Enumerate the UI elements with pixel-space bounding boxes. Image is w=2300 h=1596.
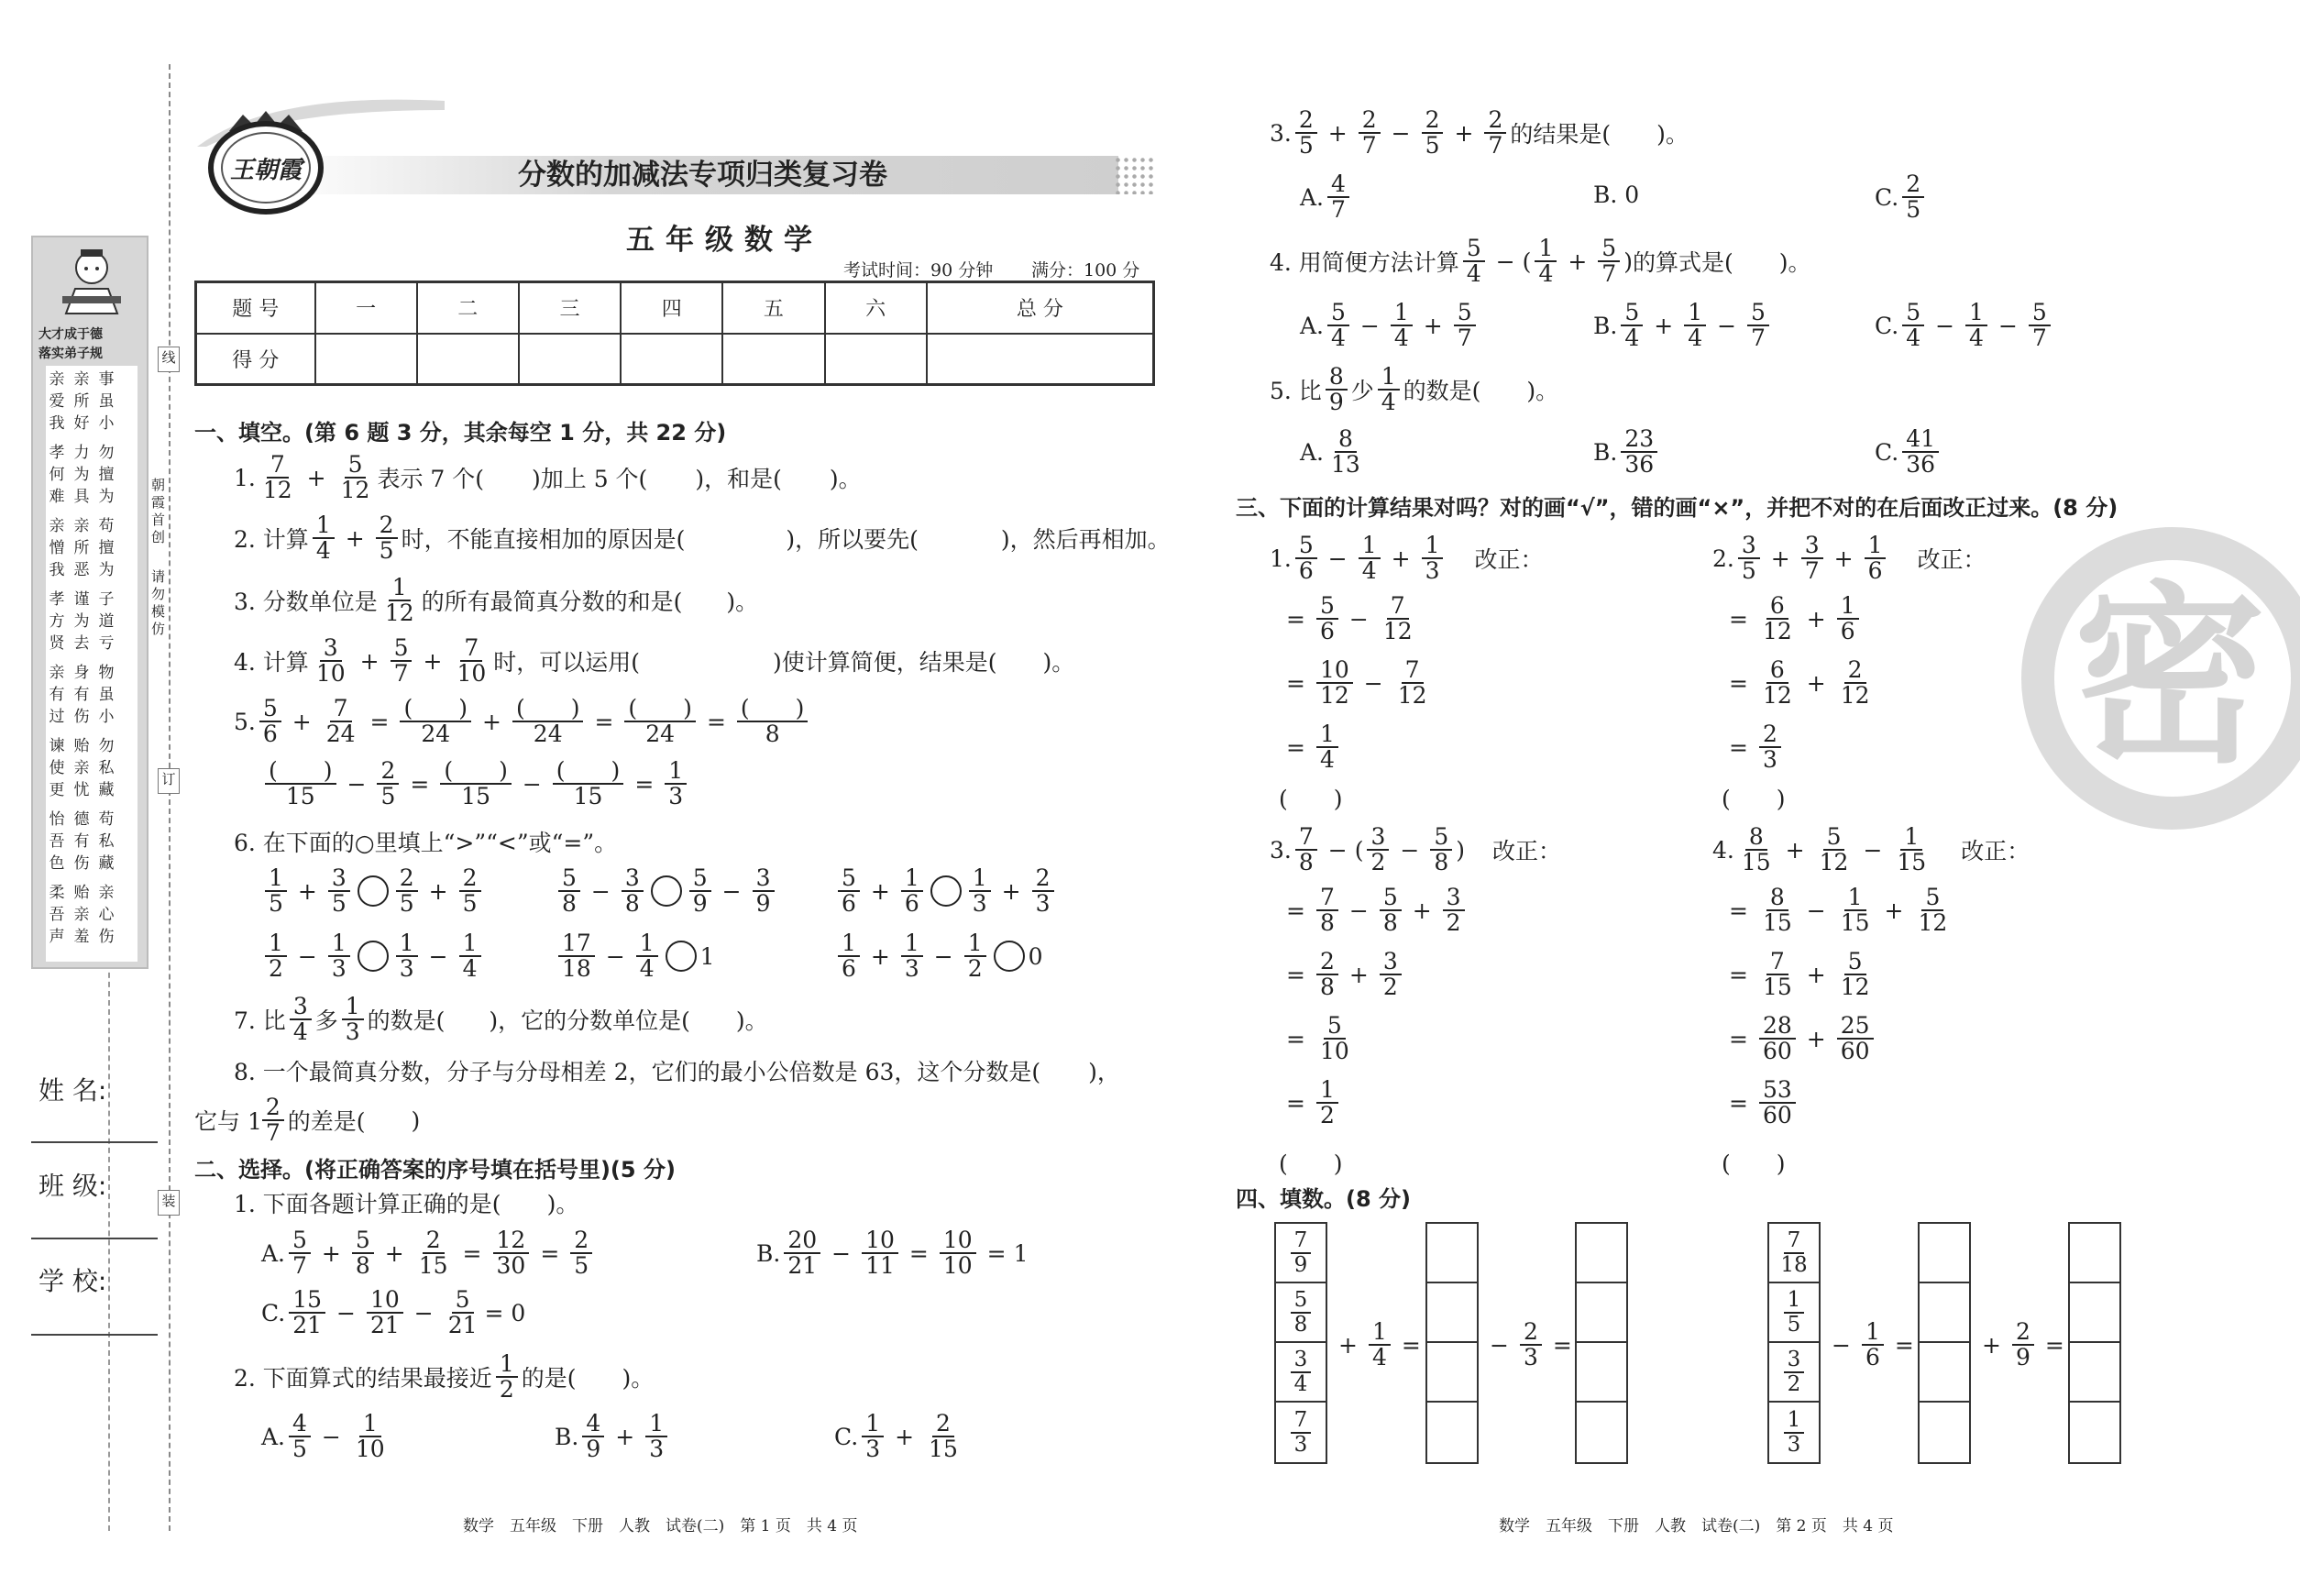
score-cell[interactable] <box>722 334 824 385</box>
calc-3-step: = $\frac{1}{2}$ <box>1279 1078 1342 1128</box>
copyright-col1: 朝霞首创 <box>151 477 166 545</box>
compare-circle[interactable] <box>358 941 389 972</box>
fix-label: 改正： <box>1917 546 1986 574</box>
answer-cell[interactable] <box>2070 1283 2119 1343</box>
q-text: 多 <box>314 1007 338 1035</box>
dizigui-column: 苟擅为 <box>98 517 115 579</box>
s2-q1 <box>234 1186 578 1219</box>
s2-q2-optA: A. $\frac{4}{5}$ − $\frac{1}{10}$ <box>261 1410 385 1463</box>
q-text: )。 <box>546 1191 579 1217</box>
full-score: 满分：100 分 <box>1031 260 1140 281</box>
answer-cell[interactable] <box>2070 1403 2119 1462</box>
school-line <box>31 1334 158 1336</box>
option-label: B. 0 <box>1593 182 1640 208</box>
answer-cell[interactable] <box>1920 1403 1969 1462</box>
section-1-title: 一、填空。(第 6 题 3 分，其余每空 1 分，共 22 分) <box>194 420 727 446</box>
dizigui-column: 勿私藏 <box>98 737 115 799</box>
answer-cell[interactable] <box>1920 1343 1969 1403</box>
s2-q4-optA: A. $\frac{5}{4}$ − $\frac{1}{4}$ + $\frac{5}{7}$ <box>1300 301 1480 351</box>
s1-q7: 7. 比 $\frac{3}{4}$ 多 $\frac{1}{3}$ 的数是( )，它的分数单位是( )。 <box>234 993 768 1046</box>
dizigui-column: 亲有过 <box>49 664 65 726</box>
s2-q5: 5. 比 $\frac{8}{9}$ 少 $\frac{1}{4}$ 的数是( )。 <box>1270 363 1559 416</box>
value-one: 1 <box>1013 1239 1029 1267</box>
page-title: 分数的加减法专项归类复习卷 <box>518 159 887 192</box>
q-text: 7. 比 <box>234 1007 286 1035</box>
compare-circle[interactable] <box>994 941 1025 972</box>
option-label: C. <box>1875 312 1899 339</box>
s2-q1-optA: A. $\frac{5}{7}$ + $\frac{5}{8}$ + $\frac{2}{15}$ = $\frac{12}{30}$ = $\frac{2}{5}$ <box>261 1228 596 1279</box>
q-text: )。 <box>735 1007 768 1035</box>
q-text: )。 <box>829 466 862 493</box>
given-fraction-cell: $\frac{1}{5}$ <box>1769 1283 1819 1343</box>
s1-q8-line2: 它与 1 $\frac{2}{7}$ 的差是( ) <box>194 1094 421 1147</box>
q-text: )使计算简便，结果是( <box>773 649 997 677</box>
dizigui-column: 孝何难 <box>49 444 65 506</box>
s2-q3: 3. $\frac{2}{5}$ + $\frac{2}{7}$ − $\frac{2}{5}$ + $\frac{2}{7}$ 的结果是( )。 <box>1270 106 1689 160</box>
calc-2-step: = $\frac{2}{3}$ <box>1722 722 1785 773</box>
s1-q4: 4. 计算 $\frac{3}{10}$ + $\frac{5}{7}$ + $\frac{7}{10}$ 时，可以运用( )使计算简便，结果是( )。 <box>234 634 1075 688</box>
q-text: 的数是( <box>1403 378 1481 405</box>
s2-q4-optB: B. $\frac{5}{4}$ + $\frac{1}{4}$ − $\frac{5}{7}$ <box>1593 301 1773 351</box>
q-number: 1. <box>234 464 256 491</box>
calc-4-step: = $\frac{8}{15}$ − $\frac{1}{15}$ + $\frac{5}{12}$ <box>1729 884 1948 937</box>
q-text: 表示 7 个( <box>377 466 484 493</box>
binding-dash-line <box>169 64 171 1531</box>
s1-q5-line1: 5. $\frac{5}{6}$ + $\frac{7}{24}$ = $\frac{( )}{24}$ + $\frac{( )}{24}$ = $\frac{( )}{24}$ = $\frac{( )}{8}$ <box>234 697 811 747</box>
q-text: 的结果是( <box>1510 121 1612 149</box>
calc-4-step: = $\frac{7}{15}$ + $\frac{5}{12}$ <box>1729 948 1870 1001</box>
s2-q1-optC: C. $\frac{15}{21}$ − $\frac{10}{21}$ − $\frac{5}{21}$ = 0 <box>261 1286 526 1339</box>
q-number: 1. <box>1270 545 1292 572</box>
s1-q6-row2b: $\frac{17}{18}$ − $\frac{1}{4}$ 1 <box>555 931 715 982</box>
option-label: A. <box>1300 312 1325 339</box>
calc-4-head: 4. $\frac{8}{15}$ + $\frac{5}{12}$ − $\frac{1}{15}$ 改正： <box>1712 823 2030 876</box>
class-label: 班 级: <box>39 1171 107 1201</box>
footer-right: 数学 五年级 下册 人教 试卷(二) 第 2 页 共 4 页 <box>1499 1517 1894 1535</box>
number-column-box <box>1274 1222 1327 1464</box>
dizigui-column: 孝方贤 <box>49 590 65 653</box>
option-label: B. <box>555 1423 579 1450</box>
answer-cell[interactable] <box>1427 1224 1477 1283</box>
q-text: )，所以要先( <box>786 526 919 554</box>
judge-paren[interactable]: ( ) <box>1722 786 1786 812</box>
fix-label: 改正： <box>1492 838 1562 865</box>
s1-q5-line2: $\frac{( )}{15}$ − $\frac{2}{5}$ = $\frac{( )}{15}$ − $\frac{( )}{15}$ = $\frac{1}{3}$ <box>261 759 690 809</box>
dizigui-column: 谨为去 <box>73 590 90 653</box>
s2-q2-optB: B. $\frac{4}{9}$ + $\frac{1}{3}$ <box>555 1412 671 1462</box>
q-text: 1. 下面各题计算正确的是( <box>234 1191 501 1217</box>
scholar-figure <box>57 245 127 318</box>
q-text: )。 <box>1042 649 1075 677</box>
q-text: 时，不能直接相加的原因是( <box>401 526 686 554</box>
calc-3-step: = $\frac{2}{8}$ + $\frac{3}{2}$ <box>1279 950 1405 1000</box>
motto-1: 大才成于德 <box>39 327 103 342</box>
q-text: )加上 5 个( <box>532 466 648 493</box>
watermark-char: 密 <box>2074 563 2267 789</box>
q-text: 2. 计算 <box>234 526 309 554</box>
q-text: 它与 1 <box>194 1108 262 1136</box>
q-text: )，然后再相加。 <box>1000 526 1171 554</box>
dizigui-column: 亲爱我 <box>49 370 65 433</box>
calc-3-step: = $\frac{5}{10}$ <box>1286 1012 1349 1065</box>
calc-3-head: 3. $\frac{7}{8}$ − ( $\frac{3}{2}$ − $\frac{5}{8}$ ) 改正： <box>1270 823 1562 876</box>
q-text: )， <box>1088 1059 1120 1085</box>
s2-q1-optB: B. $\frac{20}{21}$ − $\frac{10}{11}$ = $\frac{10}{10}$ = 1 <box>756 1227 1029 1280</box>
number-column-box[interactable] <box>1918 1222 1971 1464</box>
s1-q6-row1c: $\frac{5}{6}$ + $\frac{1}{6}$ $\frac{1}{3}$ + $\frac{2}{3}$ <box>834 866 1058 917</box>
dizigui-column: 怡吾色 <box>49 810 65 873</box>
s2-q2: 2. 下面算式的结果最接近 $\frac{1}{2}$ 的是( )。 <box>234 1350 655 1403</box>
q-text: )。 <box>622 1365 655 1392</box>
compare-circle[interactable] <box>651 875 682 907</box>
compare-circle[interactable] <box>930 875 962 907</box>
q-text: 3. 分数单位是 <box>234 589 378 616</box>
name-label: 姓 名: <box>39 1075 107 1106</box>
answer-cell[interactable] <box>1577 1283 1626 1343</box>
judge-paren[interactable]: ( ) <box>1722 1150 1786 1177</box>
answer-cell[interactable] <box>2070 1343 2119 1403</box>
op-plus-2-9: + $\frac{2}{9}$ = <box>1982 1318 2064 1371</box>
score-cell[interactable] <box>927 334 1154 385</box>
cut-label-1: 线 <box>158 347 180 372</box>
q-number: 3. <box>1270 836 1292 864</box>
answer-cell[interactable] <box>1577 1224 1626 1283</box>
given-fraction-cell: $\frac{3}{4}$ <box>1276 1343 1326 1403</box>
calc-4-step: = $\frac{53}{60}$ <box>1722 1078 1799 1128</box>
exam-time: 考试时间：90 分钟 <box>843 260 994 281</box>
dizigui-column: 子道亏 <box>98 590 115 653</box>
number-column-box[interactable] <box>2068 1222 2121 1464</box>
s1-q6-row1a: $\frac{1}{5}$ + $\frac{3}{5}$ $\frac{2}{5}$ + $\frac{2}{5}$ <box>261 866 485 917</box>
given-fraction-cell: $\frac{7}{18}$ <box>1769 1224 1819 1283</box>
q-text: 的算式是( <box>1632 249 1733 277</box>
score-header-cell: 总 分 <box>927 282 1154 334</box>
option-label: C. <box>1875 438 1899 466</box>
judge-paren[interactable]: ( ) <box>1279 1150 1343 1177</box>
s2-q3-optB <box>1593 182 1639 208</box>
q-text: )。 <box>1656 121 1689 149</box>
score-header-cell: 二 <box>417 282 519 334</box>
q-text: )，和是( <box>695 466 782 493</box>
q-text: )。 <box>726 589 759 616</box>
footer-left: 数学 五年级 下册 人教 试卷(二) 第 1 页 共 4 页 <box>463 1517 858 1535</box>
option-label: A. <box>261 1423 286 1450</box>
option-label: C. <box>1875 183 1899 211</box>
s1-q6-row2a: $\frac{1}{2}$ − $\frac{1}{3}$ $\frac{1}{3}$ − $\frac{1}{4}$ <box>261 931 485 982</box>
q-text: )，它的分数单位是( <box>489 1007 690 1035</box>
q-text: 的所有最简真分数的和是( <box>421 589 683 616</box>
calc-1-step: = $\frac{5}{6}$ − $\frac{7}{12}$ <box>1286 592 1413 645</box>
section-4-title: 四、填数。(8 分) <box>1236 1186 1411 1212</box>
dizigui-column: 苟私藏 <box>98 810 115 873</box>
dizigui-column: 亲心伤 <box>98 884 115 946</box>
dizigui-column: 亲所恶 <box>73 517 90 579</box>
score-header-cell: 三 <box>519 282 621 334</box>
score-header-cell: 五 <box>722 282 824 334</box>
value-one: 1 <box>699 942 715 970</box>
subject-title: 五年级数学 <box>626 224 823 257</box>
q-text: 的数是( <box>367 1007 446 1035</box>
op-minus-1-6: − $\frac{1}{6}$ = <box>1832 1318 1914 1371</box>
calc-3-step: = $\frac{7}{8}$ − $\frac{5}{8}$ + $\frac{3}{2}$ <box>1279 886 1469 936</box>
given-fraction-cell: $\frac{1}{3}$ <box>1769 1403 1819 1462</box>
dizigui-column: 物虽小 <box>98 664 115 726</box>
answer-cell[interactable] <box>1427 1343 1477 1403</box>
option-label: A. <box>1300 438 1325 466</box>
calc-2-head: 2. $\frac{3}{5}$ + $\frac{3}{7}$ + $\frac{1}{6}$ 改正： <box>1712 532 1986 585</box>
school-label: 学 校: <box>39 1266 107 1296</box>
answer-cell[interactable] <box>1427 1403 1477 1462</box>
dizigui-column: 身有伤 <box>73 664 90 726</box>
score-cell[interactable] <box>315 334 417 385</box>
class-line <box>31 1238 158 1239</box>
given-fraction-cell: $\frac{7}{9}$ <box>1276 1224 1326 1283</box>
dizigui-column: 勿擅为 <box>98 444 115 506</box>
calc-2-step: = $\frac{6}{12}$ + $\frac{1}{6}$ <box>1722 594 1863 644</box>
calc-4-step: = $\frac{28}{60}$ + $\frac{25}{60}$ <box>1722 1014 1877 1064</box>
q-number: 3. <box>1270 119 1292 147</box>
banner-dots <box>1114 156 1155 194</box>
score-header-cell: 六 <box>825 282 927 334</box>
option-label: A. <box>1300 183 1325 211</box>
cut-label-2: 订 <box>158 768 180 794</box>
number-column-box <box>1767 1222 1821 1464</box>
logo-text: 王朝霞 <box>229 157 302 184</box>
section-2-title: 二、选择。(将正确答案的序号填在括号里)(5 分) <box>194 1157 676 1183</box>
answer-cell[interactable] <box>1920 1283 1969 1343</box>
given-fraction-cell: $\frac{5}{8}$ <box>1276 1283 1326 1343</box>
s2-q4: 4. 用简便方法计算 $\frac{5}{4}$ − ( $\frac{1}{4}$ + $\frac{5}{7}$ ) 的算式是( )。 <box>1270 235 1811 288</box>
s2-q3-optC: C. $\frac{2}{5}$ <box>1875 172 1928 223</box>
q-text: 的差是( <box>287 1108 366 1136</box>
s1-q6-row1b: $\frac{5}{8}$ − $\frac{3}{8}$ $\frac{5}{9}$ − $\frac{3}{9}$ <box>555 866 778 917</box>
option-label: B. <box>1593 438 1618 466</box>
cut-label-3: 装 <box>158 1190 180 1216</box>
s2-q5-optC: C. $\frac{41}{36}$ <box>1875 427 1942 478</box>
fix-label: 改正： <box>1961 838 2030 865</box>
q-text: 4. 计算 <box>234 649 309 677</box>
dizigui-column: 贻亲忧 <box>73 737 90 799</box>
q-text: 2. 下面算式的结果最接近 <box>234 1365 492 1392</box>
calc-1-head: 1. $\frac{5}{6}$ − $\frac{1}{4}$ + $\frac{1}{3}$ 改正： <box>1270 532 1544 585</box>
calc-2-step: = $\frac{6}{12}$ + $\frac{2}{12}$ <box>1729 656 1870 710</box>
q-text: ) <box>411 1106 421 1134</box>
compare-circle[interactable] <box>358 875 389 907</box>
score-header-cell: 一 <box>315 282 417 334</box>
dizigui-column: 谏使更 <box>49 737 65 799</box>
s2-q4-optC: C. $\frac{5}{4}$ − $\frac{1}{4}$ − $\frac{5}{7}$ <box>1875 301 2054 351</box>
s2-q3-optA: A. $\frac{4}{7}$ <box>1300 172 1353 223</box>
score-row-label: 得 分 <box>196 334 315 385</box>
score-cell[interactable] <box>417 334 519 385</box>
q-text: 5. 比 <box>1270 378 1322 405</box>
s1-q6-row2c: $\frac{1}{6}$ + $\frac{1}{3}$ − $\frac{1}{2}$ 0 <box>834 931 1043 982</box>
dizigui-column: 柔吾声 <box>49 884 65 946</box>
given-fraction-cell: $\frac{7}{3}$ <box>1276 1403 1326 1462</box>
s2-q5-optA: A. $\frac{8}{13}$ <box>1300 425 1360 479</box>
given-fraction-cell: $\frac{3}{2}$ <box>1769 1343 1819 1403</box>
s2-q5-optB: B. $\frac{23}{36}$ <box>1593 427 1661 478</box>
s1-q2: 2. 计算 $\frac{1}{4}$ + $\frac{2}{5}$ 时，不能直接相加的原因是( )，所以要先( )，然后再相加。 <box>234 512 1171 565</box>
q-text: 的是( <box>521 1365 577 1392</box>
s1-q1: 1. $\frac{7}{12}$ + $\frac{5}{12}$ 表示 7 个( )加上 5 个( )，和是( )。 <box>234 451 862 504</box>
dizigui-column: 德有伤 <box>73 810 90 873</box>
q-text: 8. 一个最简真分数，分子与分母相差 2，它们的最小公倍数是 63，这个分数是( <box>234 1059 1041 1085</box>
s2-q2-optC: C. $\frac{1}{3}$ + $\frac{2}{15}$ <box>834 1410 958 1463</box>
q-text: 少 <box>1350 378 1374 405</box>
score-header-cell: 四 <box>621 282 722 334</box>
score-table <box>194 281 1155 386</box>
dizigui-column: 亲憎我 <box>49 517 65 579</box>
q-number: 2. <box>1712 545 1734 572</box>
dizigui-column: 贻亲羞 <box>73 884 90 946</box>
score-cell[interactable] <box>621 334 722 385</box>
calc-1-step: = $\frac{1}{4}$ <box>1279 722 1342 773</box>
option-label: C. <box>834 1423 859 1450</box>
option-label: B. <box>1593 312 1618 339</box>
answer-cell[interactable] <box>2070 1224 2119 1283</box>
dizigui-column: 亲所好 <box>73 370 90 433</box>
fix-label: 改正： <box>1474 546 1544 574</box>
s1-q6: 6. 在下面的○里填上“>”“<”或“=”。 <box>234 830 618 856</box>
answer-cell[interactable] <box>1577 1403 1626 1462</box>
q-text: )。 <box>1526 378 1559 405</box>
q-text: )。 <box>1778 249 1811 277</box>
number-column-box[interactable] <box>1425 1222 1479 1464</box>
s1-q8 <box>234 1054 1120 1087</box>
calc-1-step: = $\frac{10}{12}$ − $\frac{7}{12}$ <box>1286 656 1427 710</box>
copyright-col2: 请勿模仿 <box>151 568 166 637</box>
answer-cell[interactable] <box>1577 1343 1626 1403</box>
name-line <box>31 1141 158 1143</box>
dizigui-column: 事虽小 <box>98 370 115 433</box>
compare-circle[interactable] <box>666 941 697 972</box>
judge-paren[interactable]: ( ) <box>1279 786 1343 812</box>
answer-cell[interactable] <box>1920 1224 1969 1283</box>
value-zero: 0 <box>1028 942 1043 970</box>
s1-q3: 3. 分数单位是 $\frac{1}{12}$ 的所有最简真分数的和是( )。 <box>234 574 759 627</box>
score-cell[interactable] <box>825 334 927 385</box>
q-number: 4. <box>1712 836 1734 864</box>
motto-2: 落实弟子规 <box>39 347 103 361</box>
op-minus-2-3: − $\frac{2}{3}$ = <box>1490 1318 1572 1371</box>
q-text: 时，可以运用( <box>493 649 641 677</box>
dizigui-column: 力为具 <box>73 444 90 506</box>
q-text: 5. <box>234 708 256 735</box>
score-header-cell: 题 号 <box>196 282 315 334</box>
option-label: C. <box>261 1299 286 1326</box>
answer-cell[interactable] <box>1427 1283 1477 1343</box>
op-plus-1-4: + $\frac{1}{4}$ = <box>1338 1318 1421 1371</box>
option-label: B. <box>756 1239 781 1267</box>
number-column-box[interactable] <box>1575 1222 1628 1464</box>
section-3-title: 三、下面的计算结果对吗？对的画“√”，错的画“×”，并把不对的在后面改正过来。(8 分) <box>1236 495 2118 521</box>
option-label: A. <box>261 1239 286 1267</box>
score-cell[interactable] <box>519 334 621 385</box>
q-text: 4. 用简便方法计算 <box>1270 249 1459 277</box>
logo <box>197 105 335 215</box>
option-result: = 0 <box>484 1299 526 1326</box>
